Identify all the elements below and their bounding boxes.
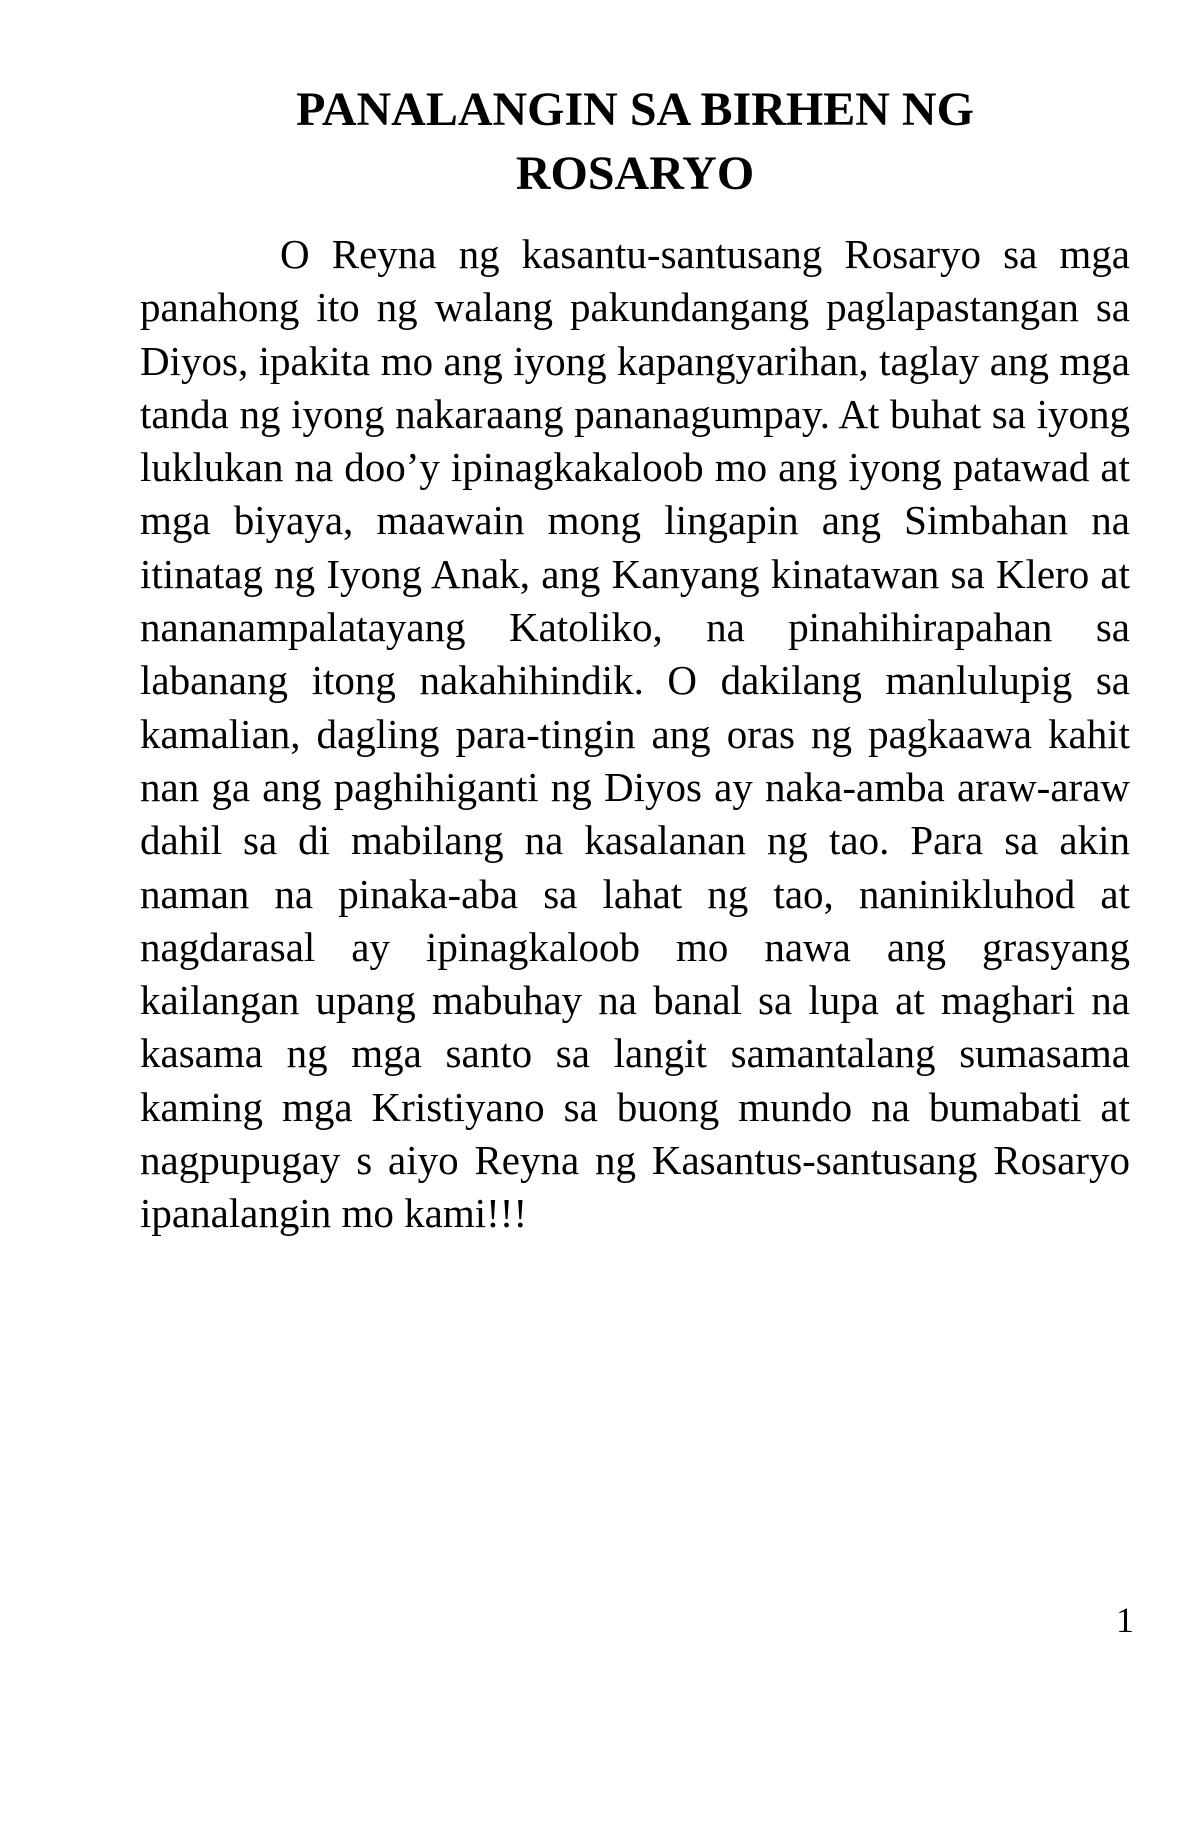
page-number: 1: [1116, 1600, 1134, 1640]
title-line-1: PANALANGIN SA BIRHEN NG: [296, 83, 974, 136]
prayer-paragraph: O Reyna ng kasantu-santusang Rosaryo sa mga panahong ito ng walang pakundangang paglapastangan sa Diyos, ipakita mo ang iyong kapangyarihan, taglay ang mga tanda ng iyong nakaraang pananagumpay. At buhat sa iyong luklukan na doo’y ipinagkakaloob mo ang iyong patawad at mga biyaya, maawain mong lingapin ang Simbahan na itinatag ng Iyong Anak, ang Kanyang kinatawan sa Klero at nananampalatayang Katoliko, na pinahihirapahan sa labanang itong nakahihindik. O dakilang manlulupig sa kamalian, dagling para-tingin ang oras ng pagkaawa kahit nan ga ang paghihiganti ng Diyos ay naka-amba araw-araw dahil sa di mabilang na kasalanan ng tao. Para sa akin naman na pinaka-aba sa lahat ng tao, naninikluhod at nagdarasal ay ipinagkaloob mo nawa ang grasyang kailangan upang mabuhay na banal sa lupa at maghari na kasama ng mga santo sa langit samantalang sumasama kaming mga Kristiyano sa buong mundo na bumabati at nagpupugay s aiyo Reyna ng Kasantus-santusang Rosaryo ipanalangin mo kami!!!: [140, 231, 1130, 1237]
title-line-2: ROSARYO: [515, 147, 755, 200]
page-title: [140, 78, 1130, 206]
